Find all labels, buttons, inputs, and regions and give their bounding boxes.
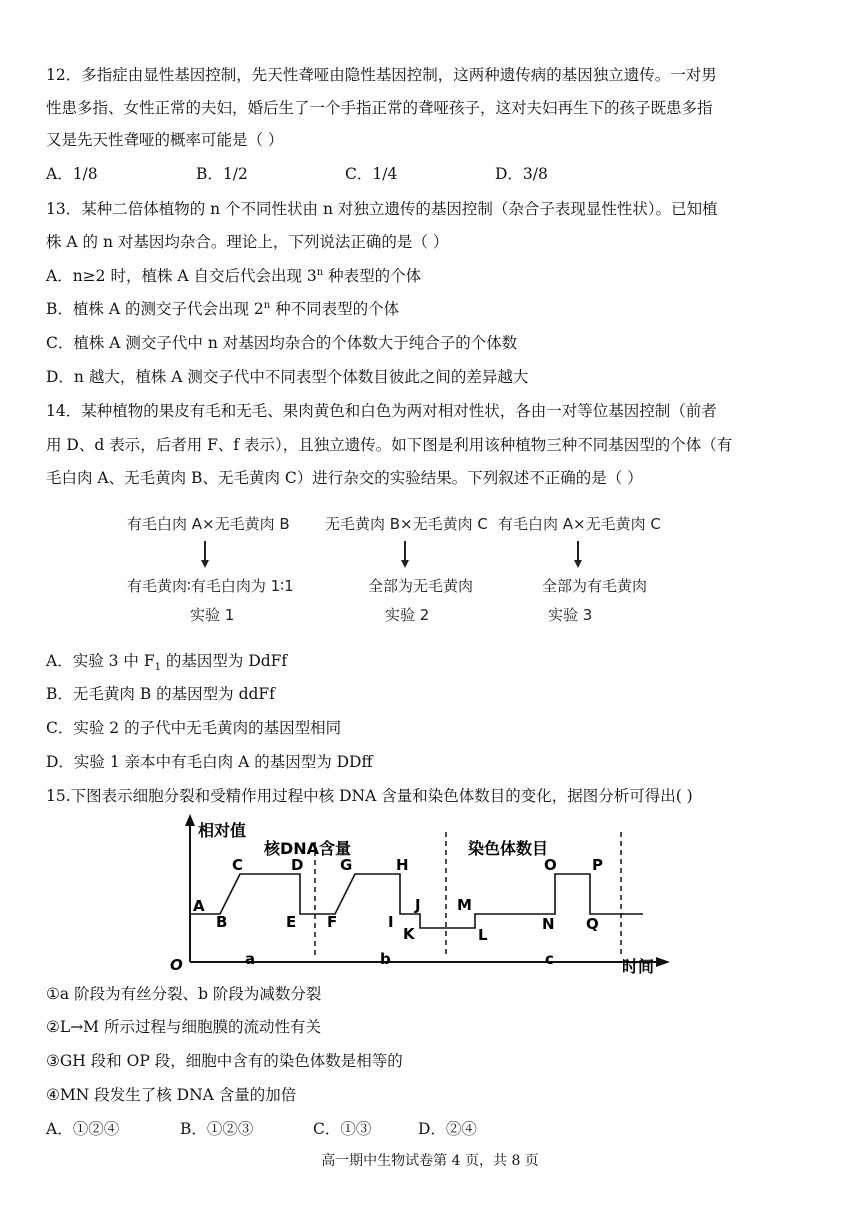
point-G: G xyxy=(340,856,353,874)
point-L: L xyxy=(478,926,488,944)
q14-stem-line2: 用 D、d 表示，后者用 F、f 表示），且独立遗传。如下图是利用该种植物三种不同基因型的个体（有 xyxy=(46,436,733,454)
exp1-label: 实验 1 xyxy=(190,606,235,624)
q12-stem-line3: 又是先天性聋哑的概率可能是（ ） xyxy=(46,131,284,149)
q15-statement-2: ②L→M 所示过程与细胞膜的流动性有关 xyxy=(46,1018,321,1036)
q12-option-c: C．1/4 xyxy=(345,165,398,183)
point-K: K xyxy=(403,925,415,943)
exp2-cross: 无毛黄肉 B×无毛黄肉 C xyxy=(325,515,488,533)
exp3-result: 全部为有毛黄肉 xyxy=(542,577,648,595)
q12-option-d: D．3/8 xyxy=(495,165,548,183)
dna-chromosome-graph xyxy=(160,812,680,980)
dna-region-label: 核DNA含量 xyxy=(264,839,352,858)
q12-stem-line1: 12．多指症由显性基因控制，先天性聋哑由隐性基因控制，这两种遗传病的基因独立遗传。一对男 xyxy=(46,66,717,84)
exp1-result: 有毛黄肉∶有毛白肉为 1∶1 xyxy=(127,577,294,595)
point-C: C xyxy=(232,856,244,874)
q13-option-d: D．n 越大，植株 A 测交子代中不同表型个体数目彼此之间的差异越大 xyxy=(46,368,529,386)
exp1-arrowhead xyxy=(201,560,209,568)
exp3-arrow xyxy=(577,541,579,561)
q14-stem-line3: 毛白肉 A、无毛黄肉 B、无毛黄肉 C）进行杂交的实验结果。下列叙述不正确的是（ ） xyxy=(46,469,643,487)
y-axis-arrow xyxy=(185,814,195,826)
q13-option-b: B．植株 A 的测交子代会出现 2$^n$ 种不同表型的个体 xyxy=(46,299,400,318)
q15-option-b: B．①②③ xyxy=(180,1120,254,1138)
point-D: D xyxy=(291,856,304,874)
q14-option-d: D．实验 1 亲本中有毛白肉 A 的基因型为 DDff xyxy=(46,753,373,771)
q15-statement-1: ①a 阶段为有丝分裂、b 阶段为减数分裂 xyxy=(46,985,322,1003)
exp1-arrow xyxy=(204,541,206,561)
q15-option-c: C．①③ xyxy=(313,1120,372,1138)
point-P: P xyxy=(592,856,603,874)
segment-c: c xyxy=(545,950,554,968)
y-axis-label: 相对值 xyxy=(198,821,247,840)
q12-option-b: B．1/2 xyxy=(196,165,248,183)
point-M: M xyxy=(457,896,472,914)
point-H: H xyxy=(396,856,409,874)
origin-label: O xyxy=(170,956,183,974)
exp3-cross: 有毛白肉 A×无毛黄肉 C xyxy=(498,515,661,533)
point-O: O xyxy=(544,856,557,874)
exp2-arrowhead xyxy=(401,560,409,568)
q12-option-a: A．1/8 xyxy=(46,165,98,183)
x-axis-arrow xyxy=(656,957,670,967)
q15-stem-line1: 15.下图表示细胞分裂和受精作用过程中核 DNA 含量和染色体数目的变化，据图分析可得出( ) xyxy=(46,787,693,805)
point-A: A xyxy=(193,897,205,915)
q13-stem-line1: 13．某种二倍体植物的 n 个不同性状由 n 对独立遗传的基因控制（杂合子表现显性性状）。已知植 xyxy=(46,200,718,218)
point-N: N xyxy=(542,915,555,933)
q15-option-a: A．①②④ xyxy=(46,1120,120,1138)
page-footer: 高一期中生物试卷第 4 页，共 8 页 xyxy=(321,1153,539,1169)
q13-option-a: A．n≥2 时，植株 A 自交后代会出现 3$^n$ 种表型的个体 xyxy=(46,266,422,285)
q14-option-c: C．实验 2 的子代中无毛黄肉的基因型相同 xyxy=(46,719,342,737)
q14-option-b: B．无毛黄肉 B 的基因型为 ddFf xyxy=(46,685,275,703)
exp3-arrowhead xyxy=(574,560,582,568)
point-E: E xyxy=(286,913,297,931)
q12-stem-line2: 性患多指、女性正常的夫妇，婚后生了一个手指正常的聋哑孩子，这对夫妇再生下的孩子既患多指 xyxy=(46,99,713,117)
point-I: I xyxy=(388,913,394,931)
chromosome-region-label: 染色体数目 xyxy=(468,839,549,858)
dna-content-curve xyxy=(190,874,446,928)
point-Q: Q xyxy=(586,915,599,933)
segment-b: b xyxy=(380,950,391,968)
q13-stem-line2: 株 A 的 n 对基因均杂合。理论上，下列说法正确的是（ ） xyxy=(46,233,449,251)
point-J: J xyxy=(415,896,421,914)
exp3-label: 实验 3 xyxy=(548,606,593,624)
q13-option-c: C．植株 A 测交子代中 n 对基因均杂合的个体数大于纯合子的个体数 xyxy=(46,334,518,352)
exp1-cross: 有毛白肉 A×无毛黄肉 B xyxy=(127,515,290,533)
x-axis-label: 时间 xyxy=(622,957,655,976)
q15-statement-3: ③GH 段和 OP 段，细胞中含有的染色体数是相等的 xyxy=(46,1052,403,1070)
segment-a: a xyxy=(245,950,256,968)
point-B: B xyxy=(216,913,228,931)
q14-stem-line1: 14．某种植物的果皮有毛和无毛、果肉黄色和白色为两对相对性状，各由一对等位基因控制（前者 xyxy=(46,402,717,420)
q15-statement-4: ④MN 段发生了核 DNA 含量的加倍 xyxy=(46,1086,297,1104)
exp2-result: 全部为无毛黄肉 xyxy=(368,577,474,595)
q14-option-a: A．实验 3 中 $F_1$ 的基因型为 DdFf xyxy=(46,652,288,674)
exp2-label: 实验 2 xyxy=(385,606,430,624)
point-F: F xyxy=(327,913,338,931)
exp2-arrow xyxy=(404,541,406,561)
q15-option-d: D．②④ xyxy=(418,1120,477,1138)
